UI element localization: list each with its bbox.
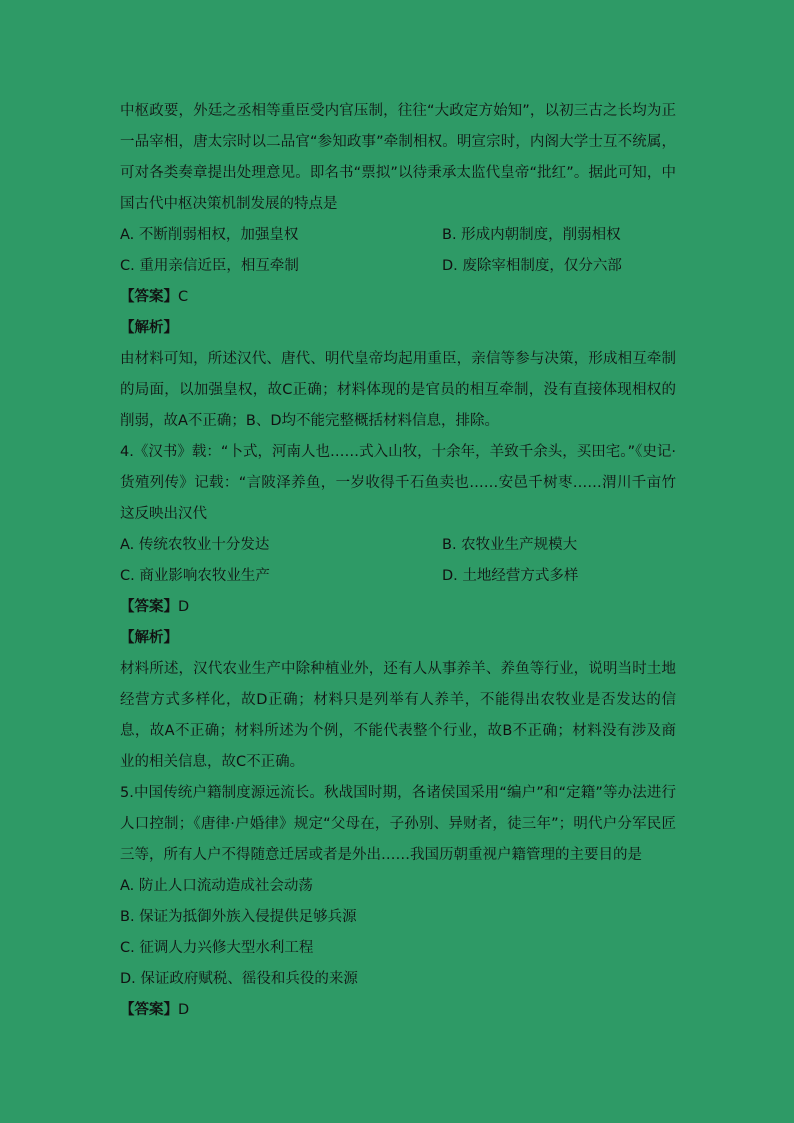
q5-answer-label: 【答案】: [120, 1002, 178, 1018]
q4-analysis: 材料所述，汉代农业生产中除种植业外，还有人从事养羊、养鱼等行业，说明当时土地经营方式多样化，故D正确；材料只是列举有人养羊，不能得出农牧业是否发达的信息，故A不正确；材料所述为个例，不能代表整个行业，故B不正确；材料没有涉及商业的相关信息，故C不正确。: [120, 661, 676, 770]
q3-answer-value: C: [178, 289, 189, 305]
q5-option-c: C. 征调人力兴修大型水利工程: [120, 940, 314, 956]
q4-analysis-label: 【解析】: [120, 630, 178, 646]
q5-answer: [120, 995, 676, 1026]
q4-stem: 4.《汉书》载：“卜式，河南人也……式入山牧，十余年，羊致千余头，买田宅。”《史记·货殖列传》记载：“言陂泽养鱼，一岁收得千石鱼卖也……安邑千树枣……渭川千亩竹这反映出汉代: [120, 444, 676, 522]
q3-option-d: D. 废除宰相制度，仅分六部: [442, 258, 622, 274]
q3-analysis: 由材料可知，所述汉代、唐代、明代皇帝均起用重臣，亲信等参与决策，形成相互牵制的局面，以加强皇权，故C正确；材料体现的是官员的相互牵制，没有直接体现相权的削弱，故A不正确；B、D均不能完整概括材料信息，排除。: [120, 351, 676, 429]
q5-option-d: D. 保证政府赋税、徭役和兵役的来源: [120, 971, 358, 987]
q3-option-c: C. 重用亲信近臣，相互牵制: [120, 258, 299, 274]
q4-option-a: A. 传统农牧业十分发达: [120, 537, 270, 553]
q3-stem: 中枢政要，外廷之丞相等重臣受内官压制，往往“大政定方始知”，以初三古之长均为正一品宰相，唐太宗时以二品官“参知政事”牵制相权。明宣宗时，内阁大学士互不统属，可对各类奏章提出处理意见。即名书“票拟”以待秉承太监代皇帝“批红”。据此可知，中国古代中枢决策机制发展的特点是: [120, 103, 676, 212]
q3-analysis-label: 【解析】: [120, 320, 178, 336]
q5-answer-value: D: [178, 1002, 190, 1018]
document-content: [120, 96, 676, 1026]
q4-answer-value: D: [178, 599, 190, 615]
q5-option-a: A. 防止人口流动造成社会动荡: [120, 878, 313, 894]
q3-options-row-2: [120, 251, 676, 282]
q4-options-row-1: [120, 530, 676, 561]
q3-option-b: B. 形成内朝制度，削弱相权: [442, 227, 621, 243]
q4-answer: [120, 592, 676, 623]
q5-stem: 5.中国传统户籍制度源远流长。秋战国时期，各诸侯国采用“编户”和“定籍”等办法进行人口控制；《唐律·户婚律》规定“父母在，子孙别、异财者，徒三年”；明代户分军民匠三等，所有人户不得随意迁居或者是外出……我国历朝重视户籍管理的主要目的是: [120, 785, 676, 863]
q4-option-c: C. 商业影响农牧业生产: [120, 568, 270, 584]
q4-options-row-2: [120, 561, 676, 592]
q4-answer-label: 【答案】: [120, 599, 178, 615]
q4-option-b: B. 农牧业生产规模大: [442, 537, 578, 553]
q4-option-d: D. 土地经营方式多样: [442, 568, 579, 584]
q3-option-a: A. 不断削弱相权，加强皇权: [120, 227, 299, 243]
q3-answer-label: 【答案】: [120, 289, 178, 305]
q3-answer: [120, 282, 676, 313]
q5-option-b: B. 保证为抵御外族入侵提供足够兵源: [120, 909, 357, 925]
q3-options-row-1: [120, 220, 676, 251]
